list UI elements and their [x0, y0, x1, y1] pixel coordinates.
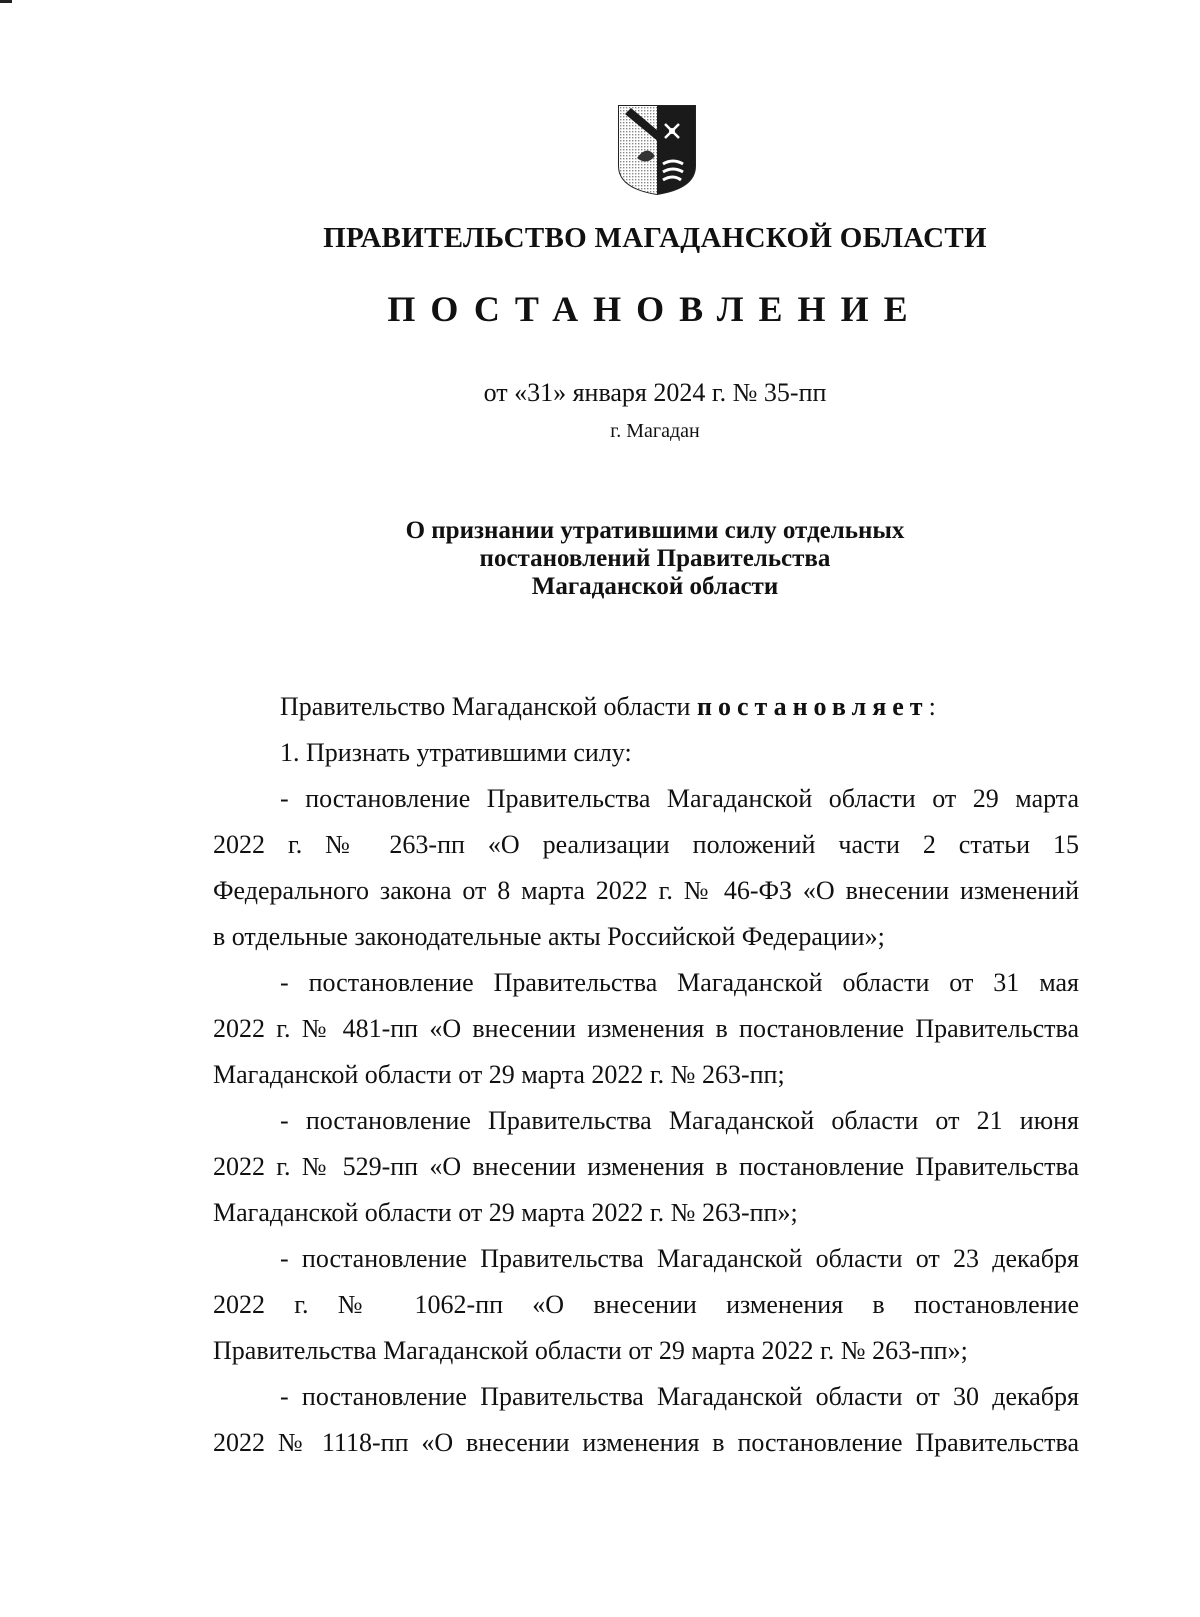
preamble-keyword: постановляет: [696, 692, 929, 721]
scan-edge-mark: [0, 0, 12, 3]
city: г. Магадан: [610, 420, 700, 442]
body-line: Правительства Магаданской области от 29 марта 2022 г. № 263-пп»;: [213, 1336, 968, 1365]
body-line: - постановление Правительства Магаданской области от 30 декабря: [280, 1382, 1079, 1411]
subject-line: Магаданской области: [531, 573, 779, 600]
body-line: 2022 г. № 529-пп «О внесении изменения в постановление Правительства: [213, 1152, 1079, 1181]
document-type: ПОСТАНОВЛЕНИЕ: [387, 289, 923, 329]
body-line: - постановление Правительства Магаданской области от 23 декабря: [280, 1244, 1079, 1273]
clause-1: 1. Признать утратившими силу:: [280, 738, 632, 767]
preamble-lead: Правительство Магаданской области: [280, 692, 697, 721]
preamble: [280, 692, 1079, 722]
government-name: ПРАВИТЕЛЬСТВО МАГАДАНСКОЙ ОБЛАСТИ: [323, 222, 987, 254]
body-line: 2022 г. № 481-пп «О внесении изменения в постановление Правительства: [213, 1014, 1079, 1043]
subject-line: О признании утратившими силу отдельных: [405, 517, 905, 544]
body-line: - постановление Правительства Магаданской области от 21 июня: [280, 1106, 1079, 1135]
body-line: в отдельные законодательные акты Российской Федерации»;: [213, 922, 885, 951]
subject-line: постановлений Правительства: [479, 545, 831, 572]
body-line: 2022 г. № 1062-пп «О внесении изменения в постановление: [213, 1290, 1079, 1319]
coat-of-arms-icon: [617, 104, 697, 196]
preamble-tail: :: [928, 692, 936, 721]
body-line: 2022 № 1118-пп «О внесении изменения в постановление Правительства: [213, 1428, 1079, 1457]
date-and-number: от «31» января 2024 г. № 35-пп: [483, 378, 827, 407]
document-subject: [0, 517, 1200, 601]
body-line: Магаданской области от 29 марта 2022 г. № 263-пп;: [213, 1060, 785, 1089]
body-line: Федерального закона от 8 марта 2022 г. № 46-ФЗ «О внесении изменений: [213, 876, 1079, 905]
body-line: - постановление Правительства Магаданской области от 31 мая: [280, 968, 1079, 997]
body-line: - постановление Правительства Магаданской области от 29 марта: [280, 784, 1079, 813]
body-line: 2022 г. № 263-пп «О реализации положений части 2 статьи 15: [213, 830, 1079, 859]
body-line: Магаданской области от 29 марта 2022 г. № 263-пп»;: [213, 1198, 798, 1227]
